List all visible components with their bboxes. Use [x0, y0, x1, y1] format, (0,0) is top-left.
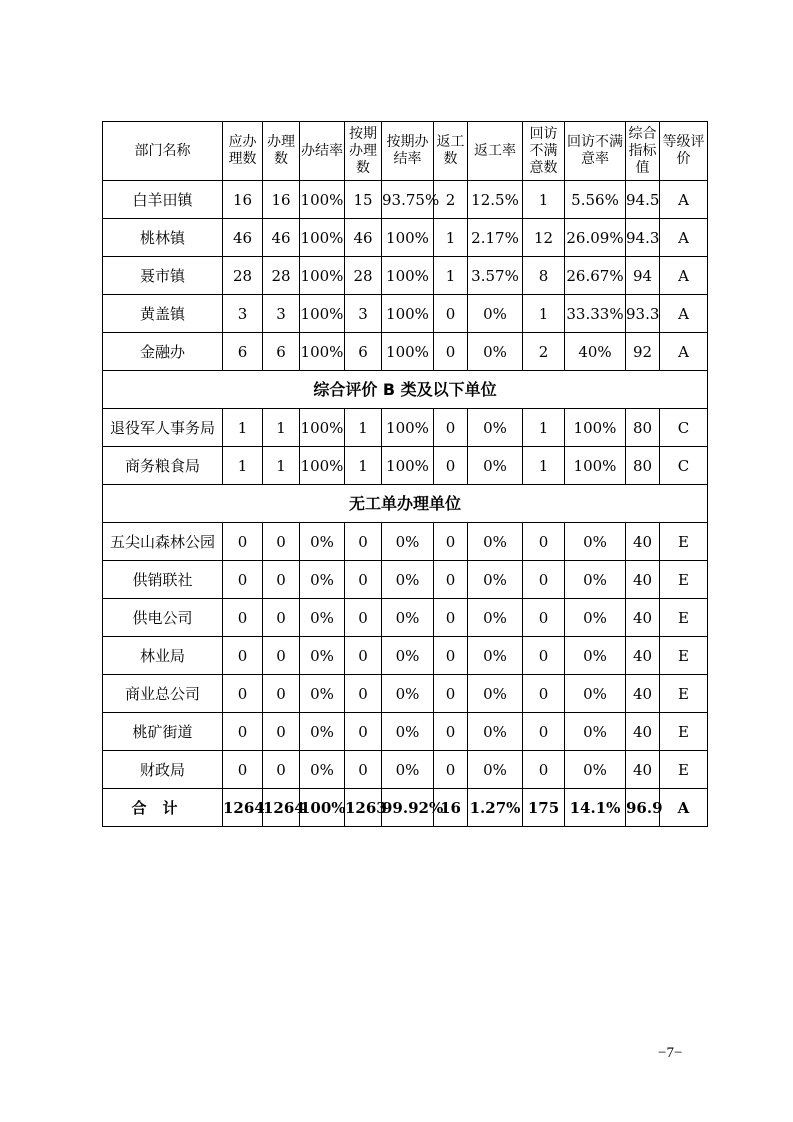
- table-cell: 0: [345, 637, 382, 675]
- table-cell: 93.75%: [382, 181, 434, 219]
- table-cell: 40: [626, 523, 660, 561]
- table-cell: 28: [345, 257, 382, 295]
- table-cell: 0%: [468, 675, 523, 713]
- table-cell: 0: [523, 637, 565, 675]
- dept-name-cell: 桃林镇: [103, 219, 223, 257]
- table-cell: 93.3: [626, 295, 660, 333]
- table-cell: 40: [626, 599, 660, 637]
- table-row: [103, 447, 708, 485]
- table-cell: 1: [345, 409, 382, 447]
- table-cell: 3.57%: [468, 257, 523, 295]
- table-cell: 0%: [300, 713, 345, 751]
- table-cell: 0: [223, 751, 263, 789]
- table-cell: A: [660, 219, 708, 257]
- table-cell: 0: [263, 561, 300, 599]
- table-cell: 0: [263, 523, 300, 561]
- table-cell: 0: [434, 333, 468, 371]
- header-on-time-count: 按期办理数: [345, 122, 382, 181]
- table-cell: 1: [434, 257, 468, 295]
- table-cell: 80: [626, 447, 660, 485]
- table-row: [103, 181, 708, 219]
- table-cell: 0%: [565, 713, 626, 751]
- table-cell: 6: [223, 333, 263, 371]
- table-cell: 100%: [300, 409, 345, 447]
- header-composite-index: 综合指标值: [626, 122, 660, 181]
- table-cell: 6: [263, 333, 300, 371]
- table-cell: 94.5: [626, 181, 660, 219]
- table-cell: 0: [434, 295, 468, 333]
- table-cell: 0%: [468, 561, 523, 599]
- header-dissatisfied-rate: 回访不满意率: [565, 122, 626, 181]
- table-cell: 3: [223, 295, 263, 333]
- table-cell: 3: [345, 295, 382, 333]
- section-b-header: [103, 371, 708, 409]
- table-cell: 0: [223, 675, 263, 713]
- total-cell: 14.1%: [565, 789, 626, 827]
- table-cell: 0: [434, 675, 468, 713]
- table-cell: A: [660, 295, 708, 333]
- table-cell: 16: [263, 181, 300, 219]
- header-rework-rate: 返工率: [468, 122, 523, 181]
- table-cell: 46: [263, 219, 300, 257]
- table-cell: 0%: [565, 637, 626, 675]
- total-label-cell: 合计: [103, 789, 223, 827]
- total-cell: 99.92%: [382, 789, 434, 827]
- table-cell: 0%: [300, 675, 345, 713]
- table-cell: 0: [345, 675, 382, 713]
- table-cell: E: [660, 561, 708, 599]
- header-grade: 等级评价: [660, 122, 708, 181]
- table-cell: E: [660, 751, 708, 789]
- table-cell: 1: [223, 447, 263, 485]
- total-cell: 16: [434, 789, 468, 827]
- table-cell: 1: [345, 447, 382, 485]
- table-cell: 2: [523, 333, 565, 371]
- table-cell: 0%: [382, 523, 434, 561]
- table-cell: 5.56%: [565, 181, 626, 219]
- table-cell: E: [660, 599, 708, 637]
- table-cell: 1: [263, 409, 300, 447]
- table-cell: 46: [223, 219, 263, 257]
- table-cell: 100%: [382, 333, 434, 371]
- table-cell: 100%: [565, 409, 626, 447]
- table-cell: 0: [263, 675, 300, 713]
- table-cell: 0%: [300, 637, 345, 675]
- table-cell: 0%: [468, 751, 523, 789]
- table-cell: 0%: [382, 599, 434, 637]
- table-cell: 0: [434, 713, 468, 751]
- table-cell: 0%: [468, 637, 523, 675]
- table-row: [103, 561, 708, 599]
- table-cell: 80: [626, 409, 660, 447]
- table-cell: 0: [263, 751, 300, 789]
- dept-name-cell: 黄盖镇: [103, 295, 223, 333]
- total-cell: 1264: [263, 789, 300, 827]
- dept-name-cell: 林业局: [103, 637, 223, 675]
- table-cell: 0: [434, 409, 468, 447]
- header-dept-name: 部门名称: [103, 122, 223, 181]
- table-cell: 8: [523, 257, 565, 295]
- table-cell: 0%: [382, 561, 434, 599]
- table-cell: 0: [263, 637, 300, 675]
- table-cell: 0: [345, 599, 382, 637]
- table-cell: 3: [263, 295, 300, 333]
- table-cell: 0%: [468, 447, 523, 485]
- table-cell: A: [660, 257, 708, 295]
- table-cell: 100%: [382, 219, 434, 257]
- table-cell: 0: [523, 599, 565, 637]
- table-row: [103, 637, 708, 675]
- dept-name-cell: 供销联社: [103, 561, 223, 599]
- table-cell: 0%: [565, 751, 626, 789]
- table-cell: 0%: [300, 523, 345, 561]
- section-c-header: [103, 485, 708, 523]
- table-cell: E: [660, 713, 708, 751]
- total-cell: 1264: [223, 789, 263, 827]
- dept-name-cell: 供电公司: [103, 599, 223, 637]
- header-row: [103, 122, 708, 181]
- table-cell: 0%: [300, 751, 345, 789]
- table-cell: 0: [434, 637, 468, 675]
- section-b-header-title: 综合评价 B 类及以下单位: [103, 371, 708, 409]
- table-cell: 100%: [300, 181, 345, 219]
- table-cell: 33.33%: [565, 295, 626, 333]
- table-cell: 40: [626, 637, 660, 675]
- table-cell: 1: [523, 409, 565, 447]
- table-cell: 0: [263, 713, 300, 751]
- table-cell: 0: [434, 751, 468, 789]
- table-row: [103, 751, 708, 789]
- table-row: [103, 257, 708, 295]
- table-cell: C: [660, 409, 708, 447]
- table-cell: 100%: [300, 447, 345, 485]
- table-cell: 1: [263, 447, 300, 485]
- table-cell: 92: [626, 333, 660, 371]
- dept-name-cell: 退役军人事务局: [103, 409, 223, 447]
- table-cell: 26.09%: [565, 219, 626, 257]
- table-cell: 6: [345, 333, 382, 371]
- section-c-header-title: 无工单办理单位: [103, 485, 708, 523]
- table-cell: 0%: [468, 713, 523, 751]
- table-row: [103, 409, 708, 447]
- table-cell: 0: [434, 561, 468, 599]
- table-cell: 0: [223, 713, 263, 751]
- header-completion-rate: 办结率: [300, 122, 345, 181]
- table-cell: 100%: [382, 409, 434, 447]
- table-row: [103, 713, 708, 751]
- table-cell: 40%: [565, 333, 626, 371]
- table-cell: 40: [626, 561, 660, 599]
- table-cell: C: [660, 447, 708, 485]
- total-row: [103, 789, 708, 827]
- table-cell: 1: [523, 447, 565, 485]
- table-cell: 0: [523, 561, 565, 599]
- table-cell: 2.17%: [468, 219, 523, 257]
- table-cell: 100%: [382, 295, 434, 333]
- table-cell: 0%: [565, 599, 626, 637]
- table-cell: E: [660, 637, 708, 675]
- table-cell: 0%: [468, 523, 523, 561]
- table-cell: 94: [626, 257, 660, 295]
- table-cell: 46: [345, 219, 382, 257]
- table-cell: 0%: [468, 333, 523, 371]
- table-cell: 28: [263, 257, 300, 295]
- table-cell: 0: [223, 599, 263, 637]
- table-row: [103, 675, 708, 713]
- table-cell: 1: [523, 295, 565, 333]
- table-cell: 0%: [382, 751, 434, 789]
- table-cell: 100%: [300, 295, 345, 333]
- table-cell: 1: [434, 219, 468, 257]
- table-row: [103, 219, 708, 257]
- total-cell: 1263: [345, 789, 382, 827]
- table-cell: 100%: [382, 257, 434, 295]
- table-cell: E: [660, 675, 708, 713]
- table-cell: 0%: [300, 561, 345, 599]
- dept-name-cell: 白羊田镇: [103, 181, 223, 219]
- dept-name-cell: 商业总公司: [103, 675, 223, 713]
- table-row: [103, 333, 708, 371]
- header-should-handle: 应办理数: [223, 122, 263, 181]
- table-cell: 1: [223, 409, 263, 447]
- table-cell: 1: [523, 181, 565, 219]
- table-cell: 12: [523, 219, 565, 257]
- table-cell: 0%: [565, 675, 626, 713]
- table-cell: 0%: [382, 637, 434, 675]
- table-cell: 0%: [565, 523, 626, 561]
- table-cell: 40: [626, 713, 660, 751]
- table-cell: 28: [223, 257, 263, 295]
- table-cell: 40: [626, 675, 660, 713]
- dept-name-cell: 桃矿街道: [103, 713, 223, 751]
- table-cell: 40: [626, 751, 660, 789]
- table-cell: 0: [523, 713, 565, 751]
- evaluation-table: [102, 121, 708, 827]
- table-cell: 0: [263, 599, 300, 637]
- table-cell: 0: [434, 599, 468, 637]
- table-cell: 0: [523, 751, 565, 789]
- table-cell: 0%: [468, 599, 523, 637]
- table-cell: 0: [223, 637, 263, 675]
- table-cell: 0%: [468, 409, 523, 447]
- table-cell: 0: [345, 713, 382, 751]
- dept-name-cell: 商务粮食局: [103, 447, 223, 485]
- header-rework-count: 返工数: [434, 122, 468, 181]
- header-handled: 办理数: [263, 122, 300, 181]
- table-cell: 0%: [382, 675, 434, 713]
- table-cell: 0: [223, 523, 263, 561]
- table-cell: 100%: [300, 257, 345, 295]
- table-row: [103, 295, 708, 333]
- table-cell: 15: [345, 181, 382, 219]
- table-cell: 0: [523, 523, 565, 561]
- page-number: −7−: [658, 1045, 683, 1061]
- table-cell: A: [660, 181, 708, 219]
- table-row: [103, 599, 708, 637]
- table-cell: 0: [434, 523, 468, 561]
- dept-name-cell: 五尖山森林公园: [103, 523, 223, 561]
- table-cell: 0: [345, 561, 382, 599]
- table-cell: 26.67%: [565, 257, 626, 295]
- total-cell: 1.27%: [468, 789, 523, 827]
- table-cell: 0: [345, 523, 382, 561]
- table-cell: 0%: [382, 713, 434, 751]
- table-cell: 0: [434, 447, 468, 485]
- table-cell: 100%: [565, 447, 626, 485]
- table-cell: 100%: [300, 219, 345, 257]
- total-cell: 175: [523, 789, 565, 827]
- table-cell: 0: [223, 561, 263, 599]
- dept-name-cell: 金融办: [103, 333, 223, 371]
- header-dissatisfied-count: 回访不满意数: [523, 122, 565, 181]
- table-cell: 0%: [565, 561, 626, 599]
- table-cell: 2: [434, 181, 468, 219]
- dept-name-cell: 财政局: [103, 751, 223, 789]
- table-cell: 0: [523, 675, 565, 713]
- table-cell: E: [660, 523, 708, 561]
- table-cell: 100%: [382, 447, 434, 485]
- table-cell: 100%: [300, 333, 345, 371]
- table-cell: 12.5%: [468, 181, 523, 219]
- total-cell: A: [660, 789, 708, 827]
- table-cell: 0%: [468, 295, 523, 333]
- table-cell: 0: [345, 751, 382, 789]
- table-cell: 94.3: [626, 219, 660, 257]
- table-cell: A: [660, 333, 708, 371]
- total-cell: 96.9: [626, 789, 660, 827]
- dept-name-cell: 聂市镇: [103, 257, 223, 295]
- table-row: [103, 523, 708, 561]
- table-cell: 16: [223, 181, 263, 219]
- header-on-time-rate: 按期办结率: [382, 122, 434, 181]
- table-cell: 0%: [300, 599, 345, 637]
- total-cell: 100%: [300, 789, 345, 827]
